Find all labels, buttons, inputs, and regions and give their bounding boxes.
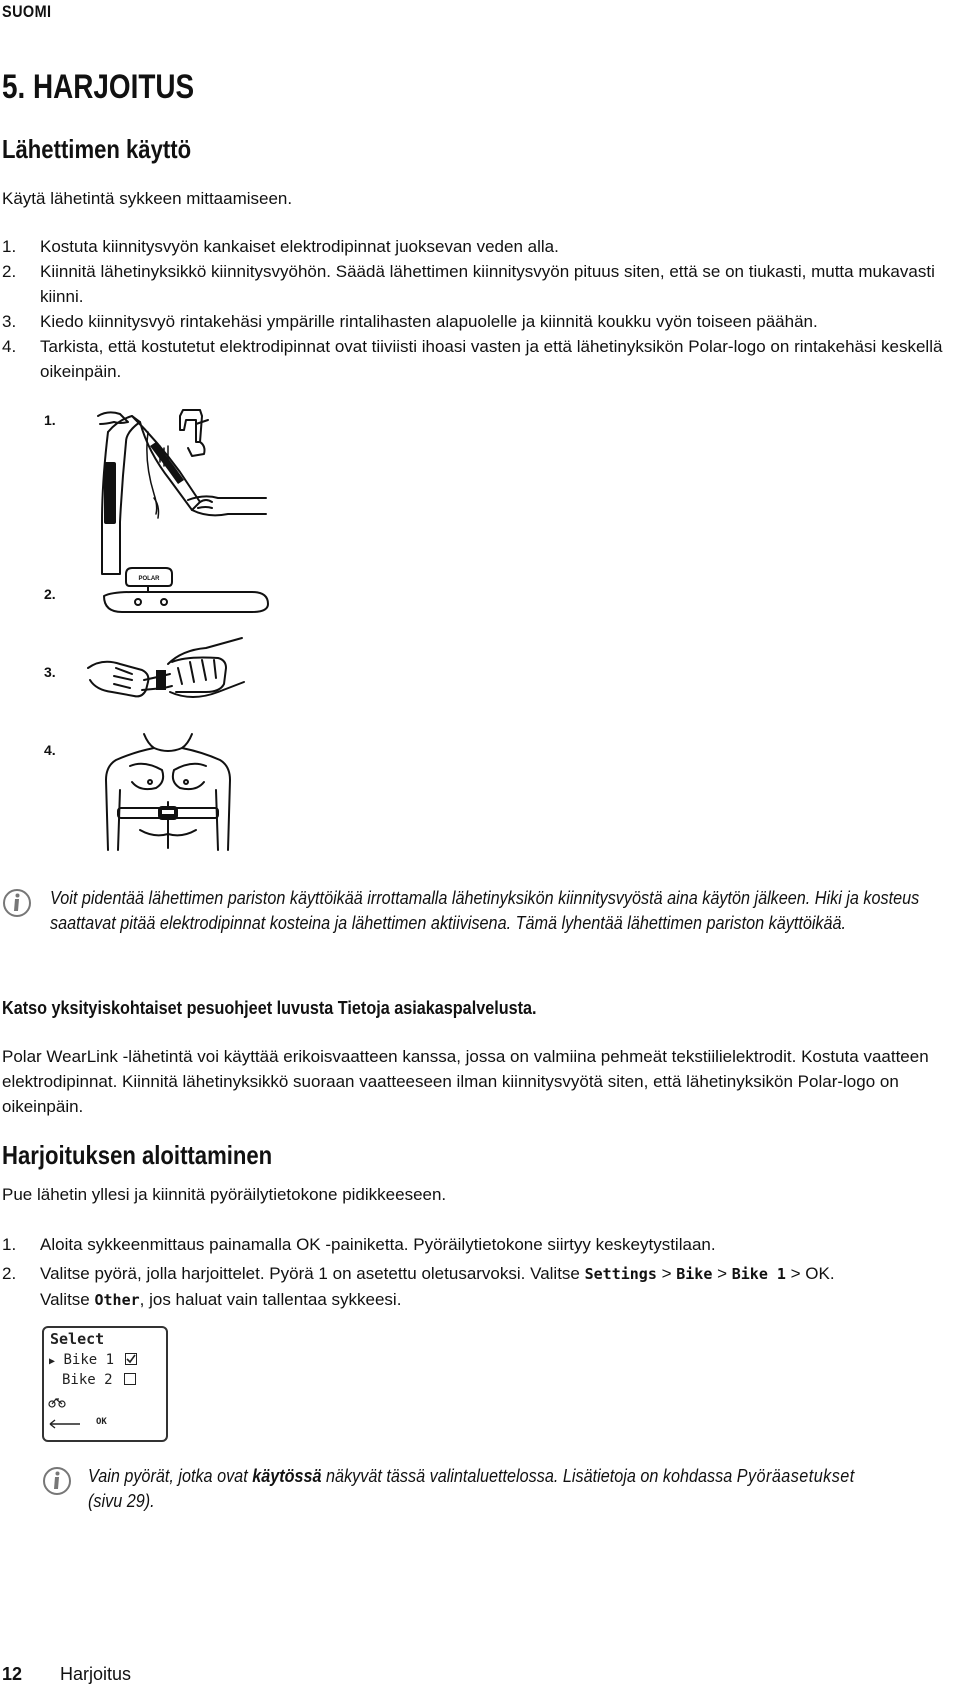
softkey-ok: OK	[96, 1417, 107, 1427]
figure-label-3: 3.	[44, 664, 56, 680]
strap-wetting-illustration	[88, 402, 268, 577]
figure-label-1: 1.	[44, 412, 56, 428]
step-number: 1.	[2, 237, 17, 256]
note-emphasis: käytössä	[252, 1466, 322, 1486]
info-icon	[42, 1466, 72, 1496]
checkbox-checked-icon	[125, 1353, 137, 1365]
list-item	[0, 309, 950, 334]
section-heading-transmitter: Lähettimen käyttö	[2, 134, 192, 164]
info-icon	[2, 888, 32, 918]
step-text-c: Valitse	[40, 1290, 95, 1309]
note-part: Vain pyörät, jotka ovat	[88, 1466, 253, 1486]
info-note-2	[2, 1464, 952, 1514]
list-item	[0, 334, 950, 384]
note-text: Voit pidentää lähettimen pariston käyttöikää irrottamalla lähetinyksikön kiinnitysvyöstä aina käytön jälkeen. Hiki ja kosteus saattavat pitää elektrodipinnat kosteina ja lähettimen aktiivisena. Tämä lyhentää lähettimen pariston käyttöikää.	[50, 888, 920, 933]
steps-list-2	[0, 1232, 950, 1313]
step-text: Kiinnitä lähetinyksikkö kiinnitysvyöhön. Säädä lähettimen kiinnitysvyön pituus siten, että se on tiukasti, mutta mukavasti kiinni.	[40, 262, 935, 306]
checkbox-unchecked-icon	[124, 1373, 136, 1385]
back-arrow-icon	[48, 1418, 82, 1430]
step-number: 2.	[2, 1264, 17, 1283]
step-text-b: > OK.	[785, 1264, 835, 1283]
cleaning-reference: Katso yksityiskohtaiset pesuohjeet luvusta Tietoja asiakaspalvelusta.	[2, 998, 537, 1018]
section-heading-start-training: Harjoituksen aloittaminen	[2, 1140, 273, 1170]
transmitter-logo: POLAR	[138, 576, 160, 582]
list-item	[0, 234, 950, 259]
fastening-hook-illustration	[86, 634, 246, 714]
step-text: Kiedo kiinnitysvyö rintakehäsi ympärille rintalihasten alapuolelle ja kiinnitä koukku vyön toiseen päähän.	[40, 312, 818, 331]
step-number: 2.	[2, 262, 17, 281]
footer-section: Harjoitus	[60, 1664, 132, 1684]
note-text-2	[88, 1464, 952, 1514]
figure-label-4: 4.	[44, 742, 56, 758]
figure-label-2: 2.	[44, 586, 56, 602]
list-item	[0, 1232, 950, 1257]
section-intro: Käytä lähetintä sykkeen mittaamiseen.	[2, 189, 293, 208]
separator: >	[656, 1264, 677, 1283]
menu-bike-1: Bike 1	[731, 1265, 786, 1283]
step-text: Kostuta kiinnitysvyön kankaiset elektrodipinnat juoksevan veden alla.	[40, 237, 559, 256]
wearlink-paragraph: Polar WearLink -lähetintä voi käyttää erikoisvaatteen kanssa, jossa on valmiina pehmeät tekstiilielektrodit. Kostuta vaatteen elektrodipinnat. Kiinnitä lähetinyksikkö suoraan vaatteeseen ilman kiinnitysvyötä siten, että lähetinyksikön Polar-logo on oikeinpäin.	[2, 1047, 929, 1116]
steps-list	[0, 234, 950, 384]
device-screen	[42, 1326, 168, 1442]
screen-item-bike2	[62, 1372, 136, 1388]
menu-other: Other	[94, 1291, 140, 1309]
note-page-ref: (sivu 29).	[88, 1491, 155, 1511]
list-item	[0, 259, 950, 309]
menu-bike: Bike	[676, 1265, 713, 1283]
selection-arrow-icon: ▶	[49, 1356, 56, 1367]
list-item	[0, 1261, 950, 1313]
screen-title: Select	[50, 1330, 105, 1348]
step-text-d: , jos haluat vain tallentaa sykkeesi.	[139, 1290, 402, 1309]
bike-icon	[48, 1396, 66, 1408]
separator: >	[712, 1264, 732, 1283]
header-language: SUOMI	[2, 2, 52, 21]
step-text: Tarkista, että kostutetut elektrodipinnat ovat tiiviisti ihoasi vasten ja että lähetinyksikön Polar-logo on rintakehäsi keskellä oikeinpäin.	[40, 337, 943, 381]
screen-item-label: Bike 2	[62, 1372, 113, 1388]
step-number: 3.	[2, 312, 17, 331]
page-footer	[2, 1664, 131, 1685]
info-note	[2, 886, 952, 936]
menu-settings: Settings	[584, 1265, 657, 1283]
screen-item-label: Bike 1	[63, 1352, 115, 1368]
screen-item-bike1	[49, 1352, 137, 1368]
note-part: näkyvät tässä valintaluettelossa. Lisätietoja on kohdassa	[321, 1466, 737, 1486]
note-reference-link[interactable]: Pyöräasetukset	[736, 1466, 855, 1486]
step-number: 4.	[2, 337, 17, 356]
step-text-a: Valitse pyörä, jolla harjoittelet. Pyörä 1 on asetettu oletusarvoksi. Valitse	[40, 1264, 585, 1283]
page-number: 12	[2, 1664, 23, 1684]
step-text: Aloita sykkeenmittaus painamalla OK -painiketta. Pyöräilytietokone siirtyy keskeytystilaan.	[40, 1235, 716, 1254]
section2-intro: Pue lähetin yllesi ja kiinnitä pyöräilytietokone pidikkeeseen.	[2, 1185, 447, 1204]
step-number: 1.	[2, 1235, 17, 1254]
chapter-title: 5. HARJOITUS	[2, 68, 195, 106]
chest-strap-illustration	[104, 730, 234, 852]
transmitter-strap-illustration	[102, 566, 272, 624]
